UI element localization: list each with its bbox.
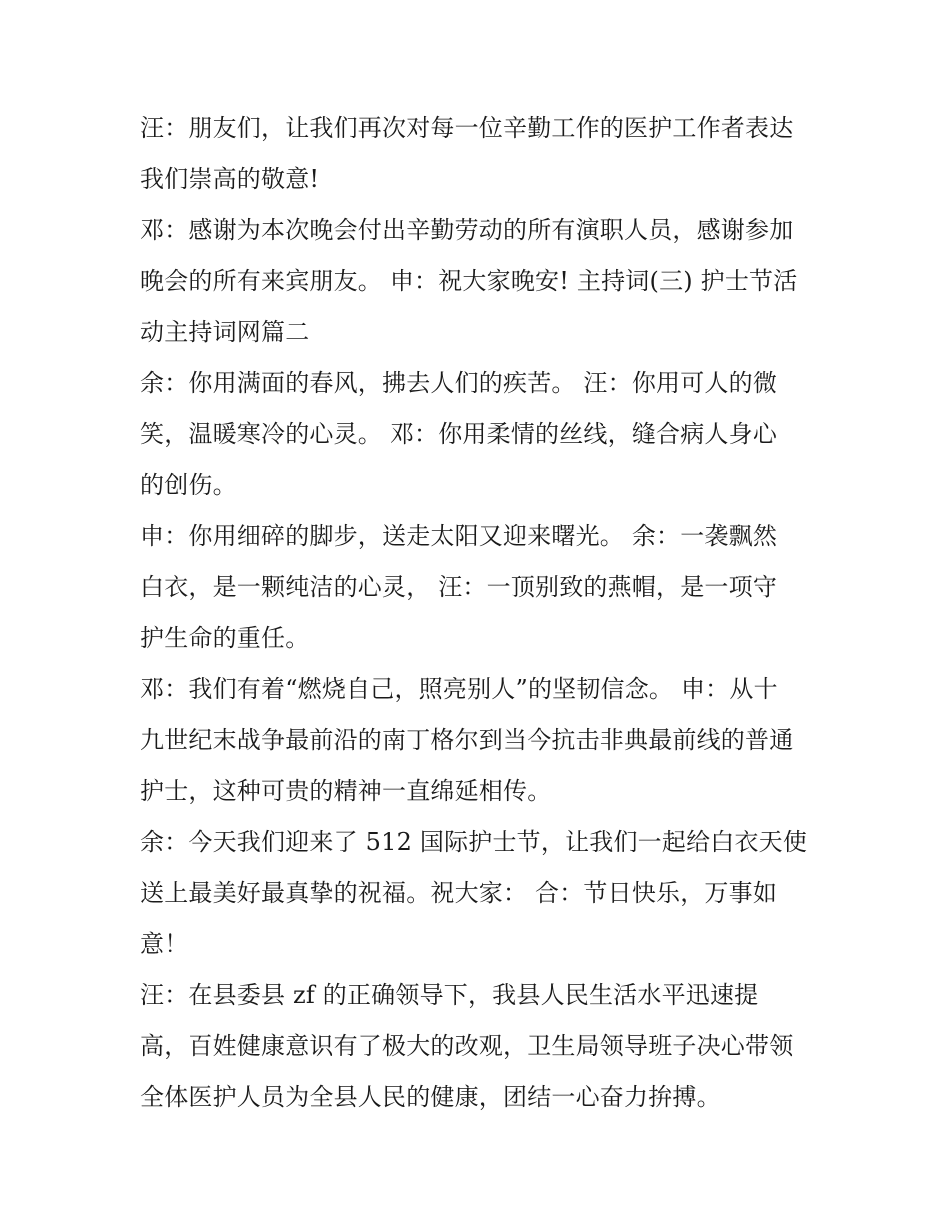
text-line: 护生命的重任。 (140, 624, 310, 652)
text-line: 全体医护人员为全县人民的健康，团结一心奋力拚搏。 (140, 1083, 721, 1111)
text-line: 我们崇高的敬意! (140, 165, 320, 193)
text-line: 余：今天我们迎来了 512 国际护士节，让我们一起给白衣天使 (140, 828, 808, 856)
text-line: 送上最美好最真挚的祝福。祝大家： 合：节日快乐，万事如 (140, 879, 778, 907)
text-line: 高，百姓健康意识有了极大的改观，卫生局领导班子决心带领 (140, 1032, 794, 1060)
text-line: 余：你用满面的春风，拂去人们的疾苦。 汪：你用可人的微 (140, 369, 778, 397)
text-line: 晚会的所有来宾朋友。 申：祝大家晚安! 主持词(三) 护士节活 (140, 267, 798, 295)
text-line: 邓：我们有着“燃烧自己，照亮别人”的坚韧信念。 申：从十 (140, 675, 778, 703)
text-line: 动主持词网篇二 (140, 318, 310, 346)
text-line: 汪：在县委县 zf 的正确领导下，我县人民生活水平迅速提 (140, 981, 759, 1009)
text-line: 护士，这种可贵的精神一直绵延相传。 (140, 777, 552, 805)
text-line: 意！ (140, 930, 189, 958)
text-line: 申：你用细碎的脚步，送走太阳又迎来曙光。 余：一袭飘然 (140, 522, 778, 550)
text-line: 的创伤。 (140, 471, 237, 499)
text-line: 笑，温暖寒冷的心灵。 邓：你用柔情的丝线，缝合病人身心 (140, 420, 778, 448)
text-line: 汪：朋友们，让我们再次对每一位辛勤工作的医护工作者表达 (140, 114, 794, 142)
text-line: 白衣，是一颗纯洁的心灵， 汪：一顶别致的燕帽，是一项守 (140, 573, 778, 601)
text-line: 邓：感谢为本次晚会付出辛勤劳动的所有演职人员，感谢参加 (140, 216, 794, 244)
text-line: 九世纪末战争最前沿的南丁格尔到当今抗击非典最前线的普通 (140, 726, 794, 754)
